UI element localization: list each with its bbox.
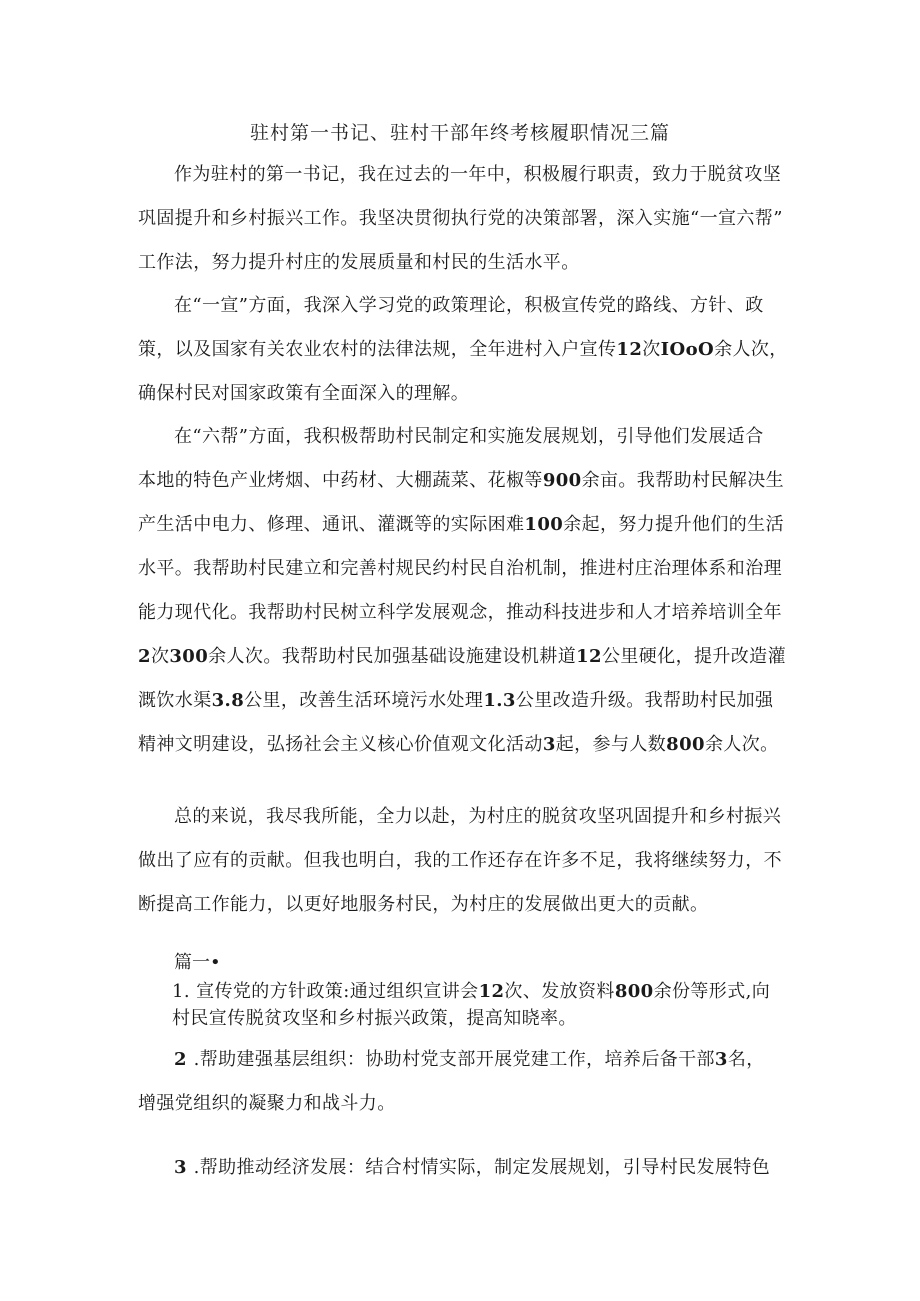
bold-number: 3 [542, 734, 556, 755]
text-line [138, 372, 798, 416]
text-run: 公里硬化，提升改造灌 [601, 646, 786, 667]
text-line [138, 284, 798, 328]
text-line [138, 153, 798, 197]
text-run: 工作法，努力提升村庄的发展质量和村民的生活水平。 [138, 252, 580, 273]
text-run: 起，参与人数 [555, 734, 667, 755]
text-run: 次、发放资料 [504, 981, 615, 1002]
text-run: 能力现代化。我帮助村民树立科学发展观念，推动科技进步和人才培养培训全年 [138, 602, 782, 623]
text-run: .帮助建强基层组织：协助村党支部开展党建工作，培养后备干部 [193, 1049, 715, 1070]
text-line [138, 415, 798, 459]
text-line [138, 197, 798, 241]
text-line [138, 241, 798, 285]
text-run: .帮助推动经济发展：结合村情实际，制定发展规划，引导村民发展特色 [193, 1157, 771, 1178]
text-run: 策，以及国家有关农业农村的法律法规，全年进村入户宣传 [138, 339, 617, 360]
text-run: 公里改造升级。我帮助村民加强 [515, 690, 774, 711]
text-line [138, 1082, 798, 1126]
paragraph-yixuan [138, 284, 798, 416]
paragraph-intro [138, 153, 798, 285]
text-run: 余份等形式,向 [653, 981, 771, 1002]
text-run: 公里，改善生活环境污水处理 [244, 690, 484, 711]
text-run: 余人次。 [704, 734, 779, 755]
paragraph-summary [138, 795, 798, 927]
text-run: 本地的特色产业烤烟、中药材、大棚蔬菜、花椒等 [138, 470, 543, 491]
text-line [138, 503, 798, 547]
text-line [138, 723, 798, 767]
text-run: 作为驻村的第一书记，我在过去的一年中，积极履行职责，致力于脱贫攻坚 [174, 164, 782, 185]
text-run: 做出了应有的贡献。但我也明白，我的工作还存在许多不足，我将继续努力，不 [138, 850, 782, 871]
text-run: 余人次， [714, 339, 788, 360]
text-line [138, 328, 798, 372]
bold-number: 3 [174, 1157, 194, 1178]
text-run: 余亩。我帮助村民解决生 [581, 470, 784, 491]
bold-number: 2 [138, 646, 151, 667]
text-run: 名， [727, 1049, 765, 1070]
bold-number: 800 [614, 981, 654, 1002]
text-run: 巩固提升和乡村振兴工作。我坚决贯彻执行党的决策部署，深入实施“一宣六帮” [138, 208, 783, 229]
bold-number: 12 [478, 981, 505, 1002]
text-run: 次 [642, 339, 661, 360]
text-line [138, 839, 798, 883]
list-item-2 [138, 1038, 798, 1126]
bold-number: 12 [576, 646, 602, 667]
bold-number: 2 [174, 1049, 194, 1070]
text-run: 确保村民对国家政策有全面深入的理解。 [138, 383, 470, 404]
text-run: 1. 宣传党的方针政策:通过组织宣讲会 [172, 981, 479, 1002]
text-run: 溉饮水渠 [138, 690, 212, 711]
section-heading: 篇一• [174, 952, 221, 973]
text-line [138, 1146, 798, 1190]
text-run: 精神文明建设，弘扬社会主义核心价值观文化活动 [138, 734, 543, 755]
text-line [138, 883, 798, 927]
text-run: 余起，努力提升他们的生活 [563, 514, 784, 535]
bold-number: 900 [542, 470, 582, 491]
bold-number: 100 [524, 514, 564, 535]
bold-number: 1.3 [483, 690, 516, 711]
text-run: 余人次。我帮助村民加强基础设施建设机耕道 [208, 646, 577, 667]
text-line [138, 635, 798, 679]
bold-number: 800 [666, 734, 705, 755]
text-run: 在“六帮”方面，我积极帮助村民制定和实施发展规划，引导他们发展适合 [174, 426, 764, 447]
bold-number: 12 [616, 339, 643, 360]
text-run: 水平。我帮助村民建立和完善村规民约村民自治机制，推进村庄治理体系和治理 [138, 558, 782, 579]
text-run: 断提高工作能力，以更好地服务村民，为村庄的发展做出更大的贡献。 [138, 894, 709, 915]
bold-number: IOoO [660, 339, 715, 360]
paragraph-liubang [138, 415, 798, 767]
text-line [138, 679, 798, 723]
list-item-1 [172, 978, 792, 1032]
document-title: 驻村第一书记、驻村干部年终考核履职情况三篇 [249, 122, 670, 144]
bold-number: 3 [714, 1049, 728, 1070]
text-run: 次 [150, 646, 170, 667]
text-run: 产生活中电力、修理、通讯、灌溉等的实际困难 [138, 514, 525, 535]
text-line [138, 1038, 798, 1082]
bold-number: 3.8 [211, 690, 245, 711]
text-line [138, 591, 798, 635]
text-line [172, 978, 792, 1005]
text-line [138, 795, 798, 839]
bold-number: 300 [169, 646, 209, 667]
text-line [172, 1005, 792, 1032]
text-line [138, 547, 798, 591]
list-item-3 [138, 1146, 798, 1190]
text-run: 总的来说，我尽我所能，全力以赴，为村庄的脱贫攻坚巩固提升和乡村振兴 [174, 806, 782, 827]
text-run: 在“一宣”方面，我深入学习党的政策理论，积极宣传党的路线、方针、政 [174, 295, 764, 316]
text-run: 增强党组织的凝聚力和战斗力。 [138, 1093, 396, 1114]
text-run: 村民宣传脱贫攻坚和乡村振兴政策，提高知晓率。 [172, 1008, 577, 1029]
text-line [138, 459, 798, 503]
